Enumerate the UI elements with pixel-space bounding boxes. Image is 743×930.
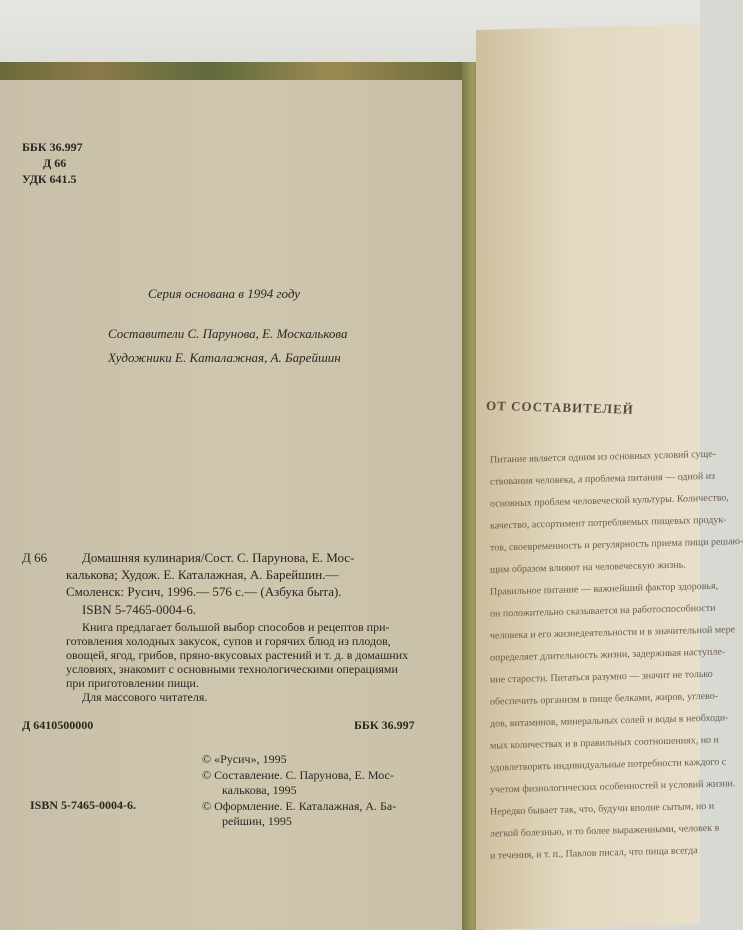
annotation-line: готовления холодных закусок, супов и горячих блюд из плодов, [66,634,391,648]
artists-line: Художники Е. Каталажная, А. Барейшин [108,350,341,365]
copyright-line: © «Русич», 1995 [202,752,287,766]
compilers-line: Составители С. Парунова, Е. Москалькова [108,326,348,341]
preface-line: основных проблем человеческой культуры. Количество, [490,492,729,510]
preface-line: мых количествах и в правильных соотношениях, но и [490,734,719,752]
copyright-line: рейшин, 1995 [222,814,292,828]
preface-line: учетом физиологических особенностей и условий жизни. [490,778,736,796]
preface-line: обеспечить организм в пище белками, жиров, углево- [490,690,719,708]
preface-line: ние старости. Питаться разумно — значит не только [490,668,713,686]
catalog-entry-line: калькова; Худож. Е. Каталажная, А. Барейшин.— [66,567,339,582]
preface-line: и течения, и т. п., Павлов писал, что пища всегда [490,845,698,862]
catalog-code: Д 66 [22,550,48,565]
right-page [476,24,743,930]
annotation-line: условиях, знакомит с основными технологическими операциями [66,662,398,676]
copyright-line: © Оформление. Е. Каталажная, А. Ба- [202,799,397,813]
preface-line: тов, своевременность и регулярность приема пищи решаю- [490,535,743,554]
author-mark: Д 66 [43,156,67,170]
annotation-line: при приготовлении пищи. [66,676,199,690]
preface-line: ствования человека, а проблема питания — одной из [490,470,715,488]
copyright-line: калькова, 1995 [222,783,297,797]
preface-line: дов, витаминов, минеральных солей и воды в необходи- [490,712,729,730]
audience-line: Для массового читателя. [82,690,208,704]
annotation-line: овощей, ягод, грибов, пряно-вкусовых растений и т. д. в домашних [66,648,409,662]
isbn-bottom: ISBN 5-7465-0004-6. [30,798,137,812]
preface-line: удовлетворять индивидуальные потребности каждого с [490,756,727,774]
catalog-entry-line: Смоленск: Русич, 1996.— 576 с.— (Азбука быта). [66,584,342,599]
bbk-bottom: ББК 36.997 [354,718,415,732]
preface-line: определяет длительность жизни, задерживая наступле- [490,646,726,664]
preface-line: Нередко бывает так, что, будучи вполне сытым, но и [490,800,715,818]
left-page [0,80,470,930]
udk-code: УДК 641.5 [22,172,77,186]
copyright-line: © Составление. С. Парунова, Е. Мос- [202,768,394,782]
preface-line: легкой болезнью, и то более выраженными, человек в [490,822,720,840]
index-code: Д 6410500000 [22,718,94,732]
preface-line: щим образом влияют на человеческую жизнь. [490,559,686,576]
preface-line: Питание является одним из основных условий суще- [490,448,716,466]
isbn-line: ISBN 5-7465-0004-6. [82,602,197,617]
preface-line: человека и его жизнедеятельности и в значительной мере [490,624,736,642]
bbk-code: ББК 36.997 [22,140,83,154]
series-note: Серия основана в 1994 году [148,286,301,301]
annotation-line: Книга предлагает большой выбор способов и рецептов при- [82,620,390,634]
preface-text [490,444,743,867]
catalog-entry-line: Домашняя кулинария/Сост. С. Парунова, Е. Мос- [82,550,355,565]
preface-title: ОТ СОСТАВИТЕЛЕЙ [485,397,635,417]
preface-line: Правильное питание — важнейший фактор здоровья, [490,580,719,598]
preface-line: он положительно сказывается на работоспособности [490,602,716,620]
preface-line: качество, ассортимент потребляемых пищевых продук- [490,514,727,532]
